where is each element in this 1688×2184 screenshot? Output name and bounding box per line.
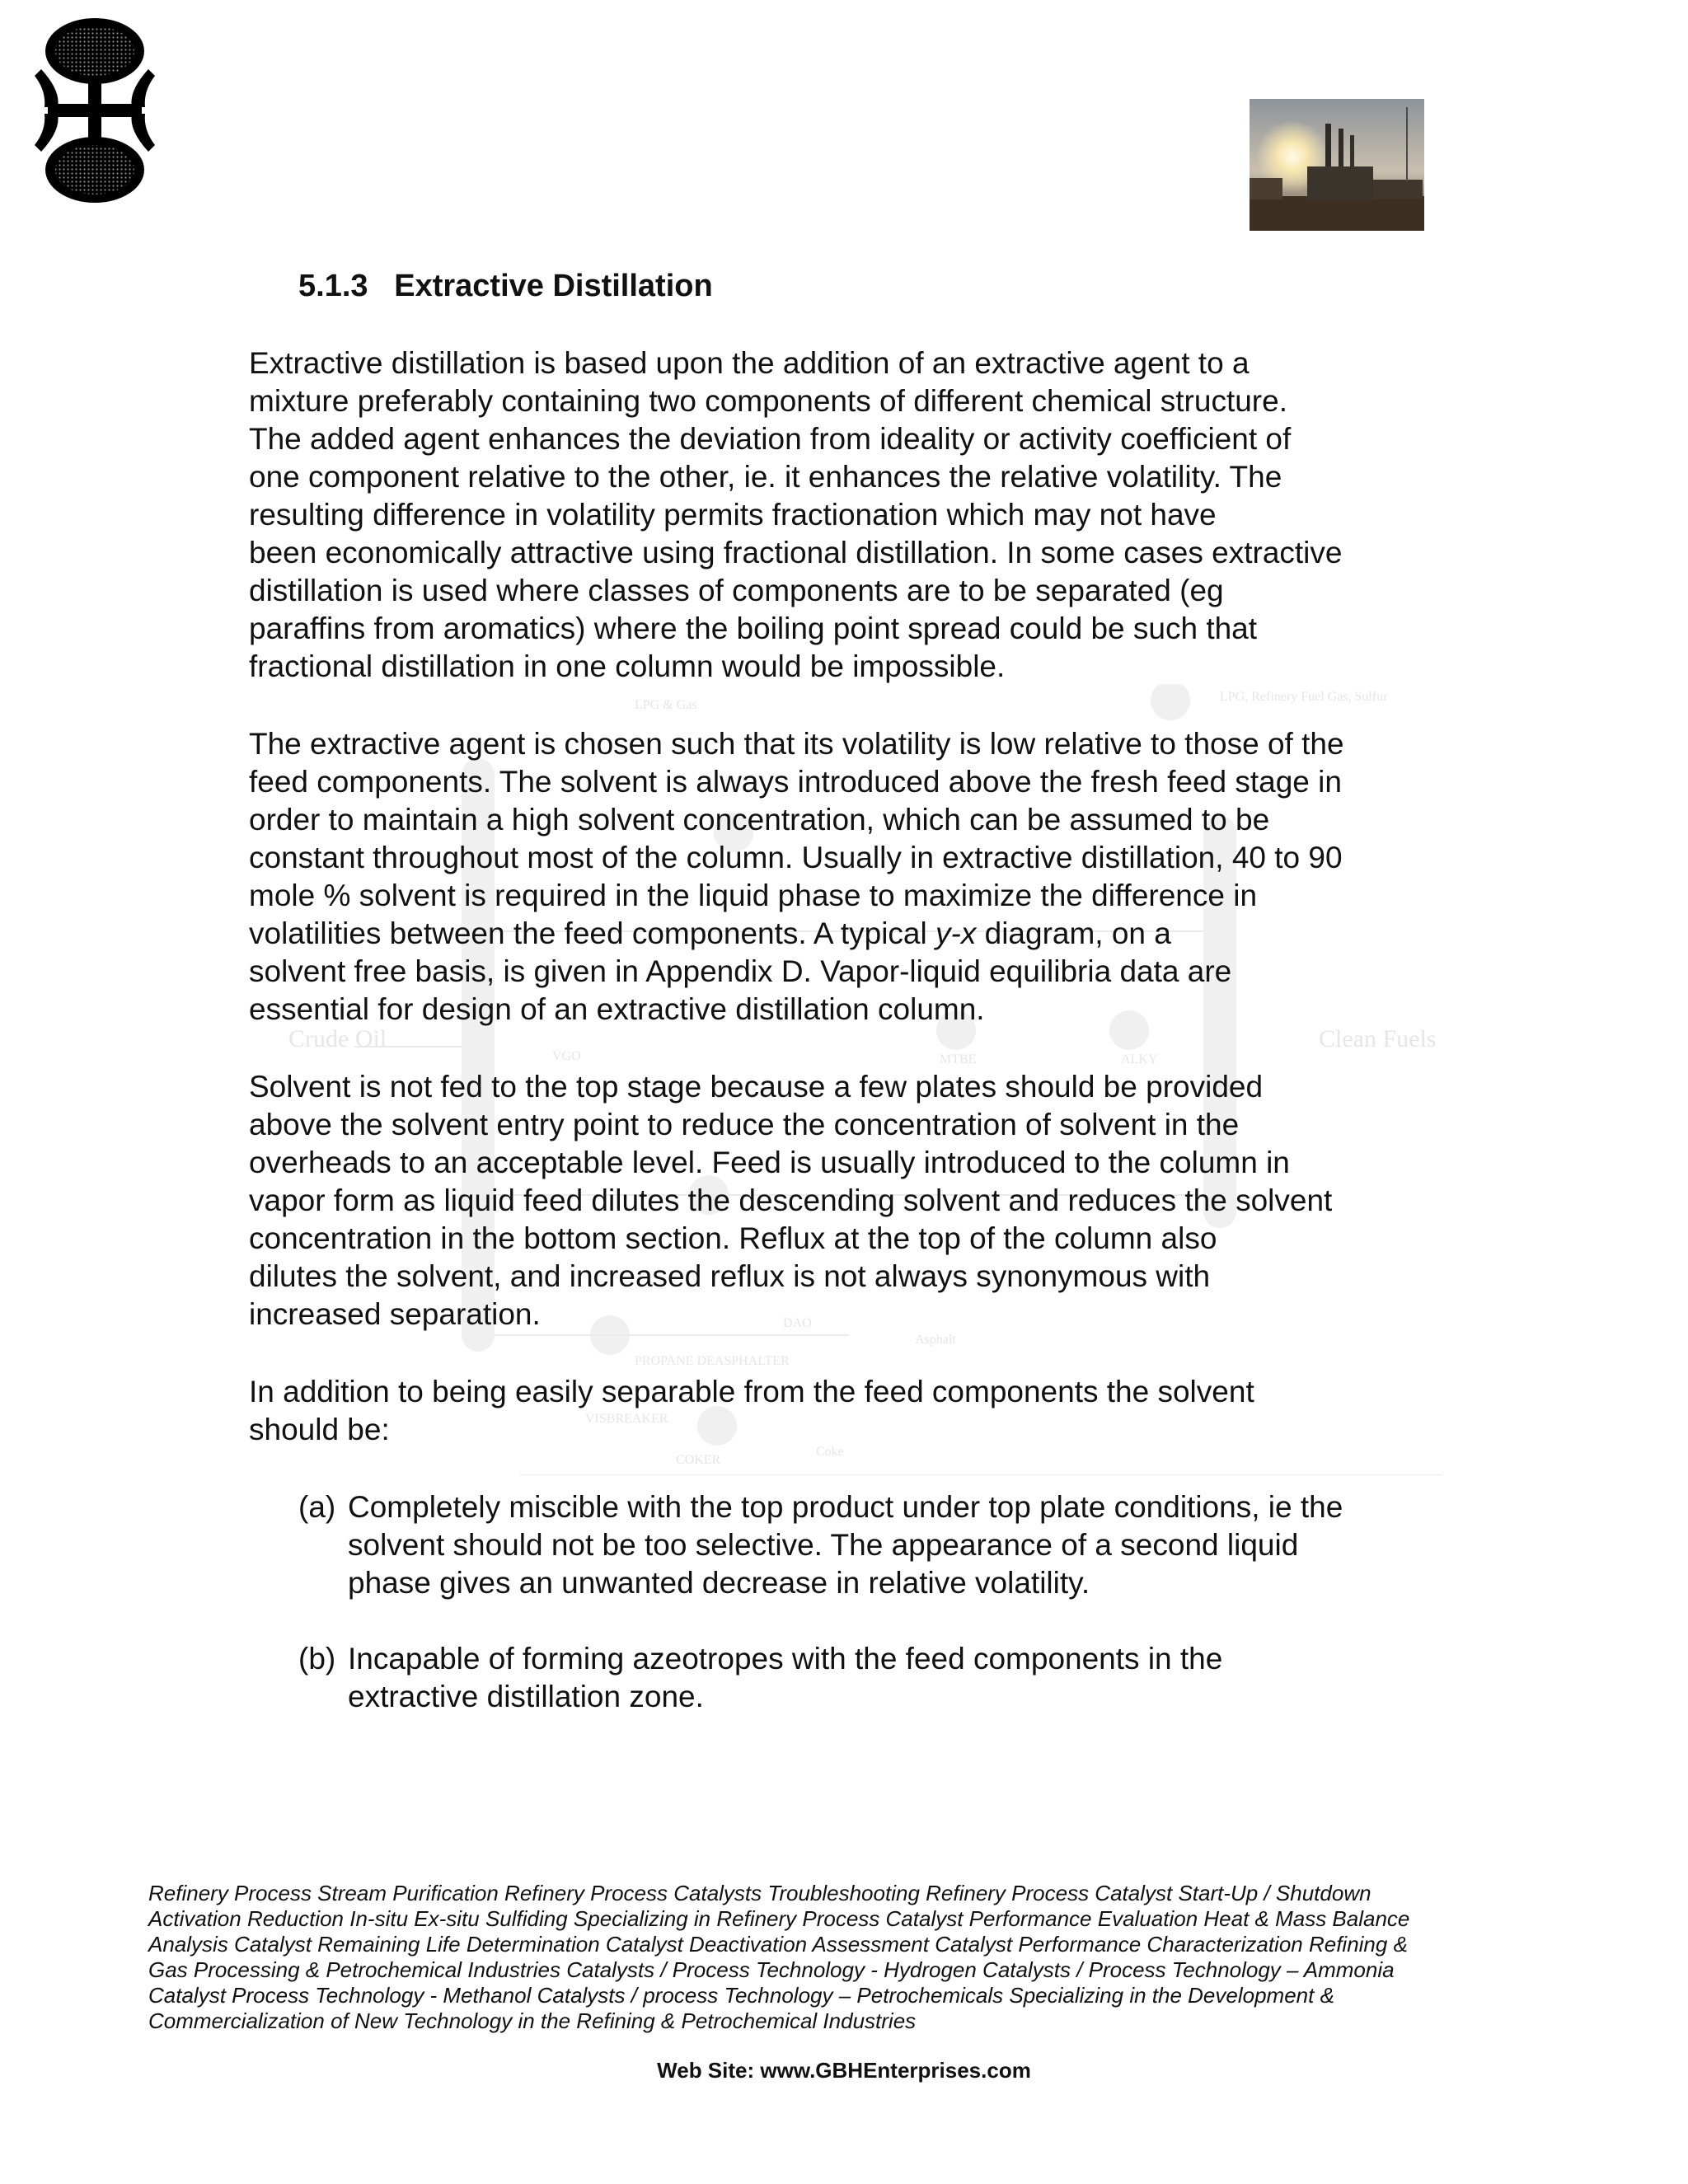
wm-label-coke: Coke xyxy=(816,1445,844,1459)
text-line: vapor form as liquid feed dilutes the descending solvent and reduces the solvent xyxy=(249,1183,1333,1217)
section-title: Extractive Distillation xyxy=(394,269,713,303)
text-line: above the solvent entry point to reduce the concentration of solvent in the xyxy=(249,1108,1240,1141)
wm-label-asphalt: Asphalt xyxy=(915,1333,956,1347)
paragraph-2 xyxy=(249,725,1344,1029)
text-line: extractive distillation zone. xyxy=(348,1680,704,1713)
text-line: fractional distillation in one column would be impossible. xyxy=(249,649,1006,683)
text-line: Solvent is not fed to the top stage because a few plates should be provided xyxy=(249,1070,1264,1104)
paragraph-3 xyxy=(249,1068,1332,1333)
section-number: 5.1.3 xyxy=(298,269,368,303)
text-line: phase gives an unwanted decrease in relative volatility. xyxy=(348,1566,1090,1600)
refinery-photo xyxy=(1250,99,1424,231)
company-logo xyxy=(33,15,157,206)
text-line: should be: xyxy=(249,1413,390,1446)
text-line: In addition to being easily separable from the feed components the solvent xyxy=(249,1375,1254,1408)
text-line: The extractive agent is chosen such that its volatility is low relative to those of the xyxy=(249,727,1344,761)
text-line: distillation is used where classes of components are to be separated (eg xyxy=(249,574,1224,607)
wm-label-refinery-gas: LPG, Refinery Fuel Gas, Sulfur xyxy=(1220,690,1388,704)
text-line: concentration in the bottom section. Reflux at the top of the column also xyxy=(249,1221,1217,1255)
list-marker: (a) xyxy=(298,1490,336,1524)
text-line: solvent should not be too selective. The appearance of a second liquid xyxy=(348,1528,1299,1562)
wm-label-propane-deasphalter: PROPANE DEASPHALTER xyxy=(635,1354,790,1368)
text-line: one component relative to the other, ie. it enhances the relative volatility. The xyxy=(249,460,1282,494)
text-line: dilutes the solvent, and increased reflux is not always synonymous with xyxy=(249,1259,1211,1293)
text-line: essential for design of an extractive distillation column. xyxy=(249,992,985,1026)
paragraph-1 xyxy=(249,344,1342,686)
text-line: mole % solvent is required in the liquid phase to maximize the difference in xyxy=(249,879,1258,912)
text-line: Extractive distillation is based upon the addition of an extractive agent to a xyxy=(249,346,1250,380)
text-line: The added agent enhances the deviation from ideality or activity coefficient of xyxy=(249,422,1292,456)
yx-emphasis: y-x xyxy=(935,916,977,950)
wm-label-crude: Crude Oil xyxy=(288,1025,387,1052)
text-line: been economically attractive using fractional distillation. In some cases extractive xyxy=(249,536,1343,569)
paragraph-4 xyxy=(249,1373,1254,1449)
text-line: increased separation. xyxy=(249,1297,541,1331)
wm-label-visbreaker: VISBREAKER xyxy=(585,1412,668,1426)
text-line: overheads to an acceptable level. Feed is usually introduced to the column in xyxy=(249,1146,1290,1179)
text-line: Incapable of forming azeotropes with the feed components in the xyxy=(348,1642,1223,1675)
text-line: volatilities between the feed components. A typical y-x diagram, on a xyxy=(249,916,1171,950)
text-line: mixture preferably containing two components of different chemical structure. xyxy=(249,384,1287,418)
text-line: feed components. The solvent is always introduced above the fresh feed stage in xyxy=(249,765,1342,799)
wm-label-alky: ALKY xyxy=(1121,1052,1158,1066)
wm-label-dao: DAO xyxy=(783,1316,812,1330)
text-line: solvent free basis, is given in Appendix D. Vapor-liquid equilibria data are xyxy=(249,954,1232,988)
text-line: resulting difference in volatility permits fractionation which may not have xyxy=(249,498,1217,532)
footer-website: Web Site: www.GBHEnterprises.com xyxy=(657,2058,1031,2083)
text-line: paraffins from aromatics) where the boiling point spread could be such that xyxy=(249,612,1258,645)
text-line: order to maintain a high solvent concentration, which can be assumed to be xyxy=(249,803,1270,837)
text-line: Completely miscible with the top product under top plate conditions, ie the xyxy=(348,1490,1343,1524)
footer-services-text: Refinery Process Stream Purification Refinery Process Catalysts Troubleshooting Refinery Process Catalyst Start-Up / Shutdown Activation Reduction In-situ Ex-situ Sulfiding Specializing in Refinery Process Catalyst Performance Evaluation Heat & Mass Balance Analysis Catalyst Remaining Life Determination Catalyst Deactivation Assessment Catalyst Performance Characterization Refining & Gas Processing & Petrochemical Industries Catalysts / Process Technology - Hydrogen Catalysts / Process Technology – Ammonia Catalyst Process Technology - Methanol Catalysts / process Technology – Petrochemicals Specializing in the Development & Commercialization of New Technology in the Refining & Petrochemical Industries xyxy=(148,1881,1410,2033)
wm-label-mtbe: MTBE xyxy=(940,1052,977,1066)
wm-label-lpg: LPG & Gas xyxy=(635,698,697,712)
section-heading xyxy=(298,269,713,304)
wm-label-clean-fuels: Clean Fuels xyxy=(1319,1025,1437,1052)
text-line: constant throughout most of the column. Usually in extractive distillation, 40 to 90 xyxy=(249,841,1343,874)
wm-label-coker: COKER xyxy=(676,1453,721,1467)
wm-label-vgo: VGO xyxy=(552,1049,581,1063)
list-marker: (b) xyxy=(298,1642,336,1675)
